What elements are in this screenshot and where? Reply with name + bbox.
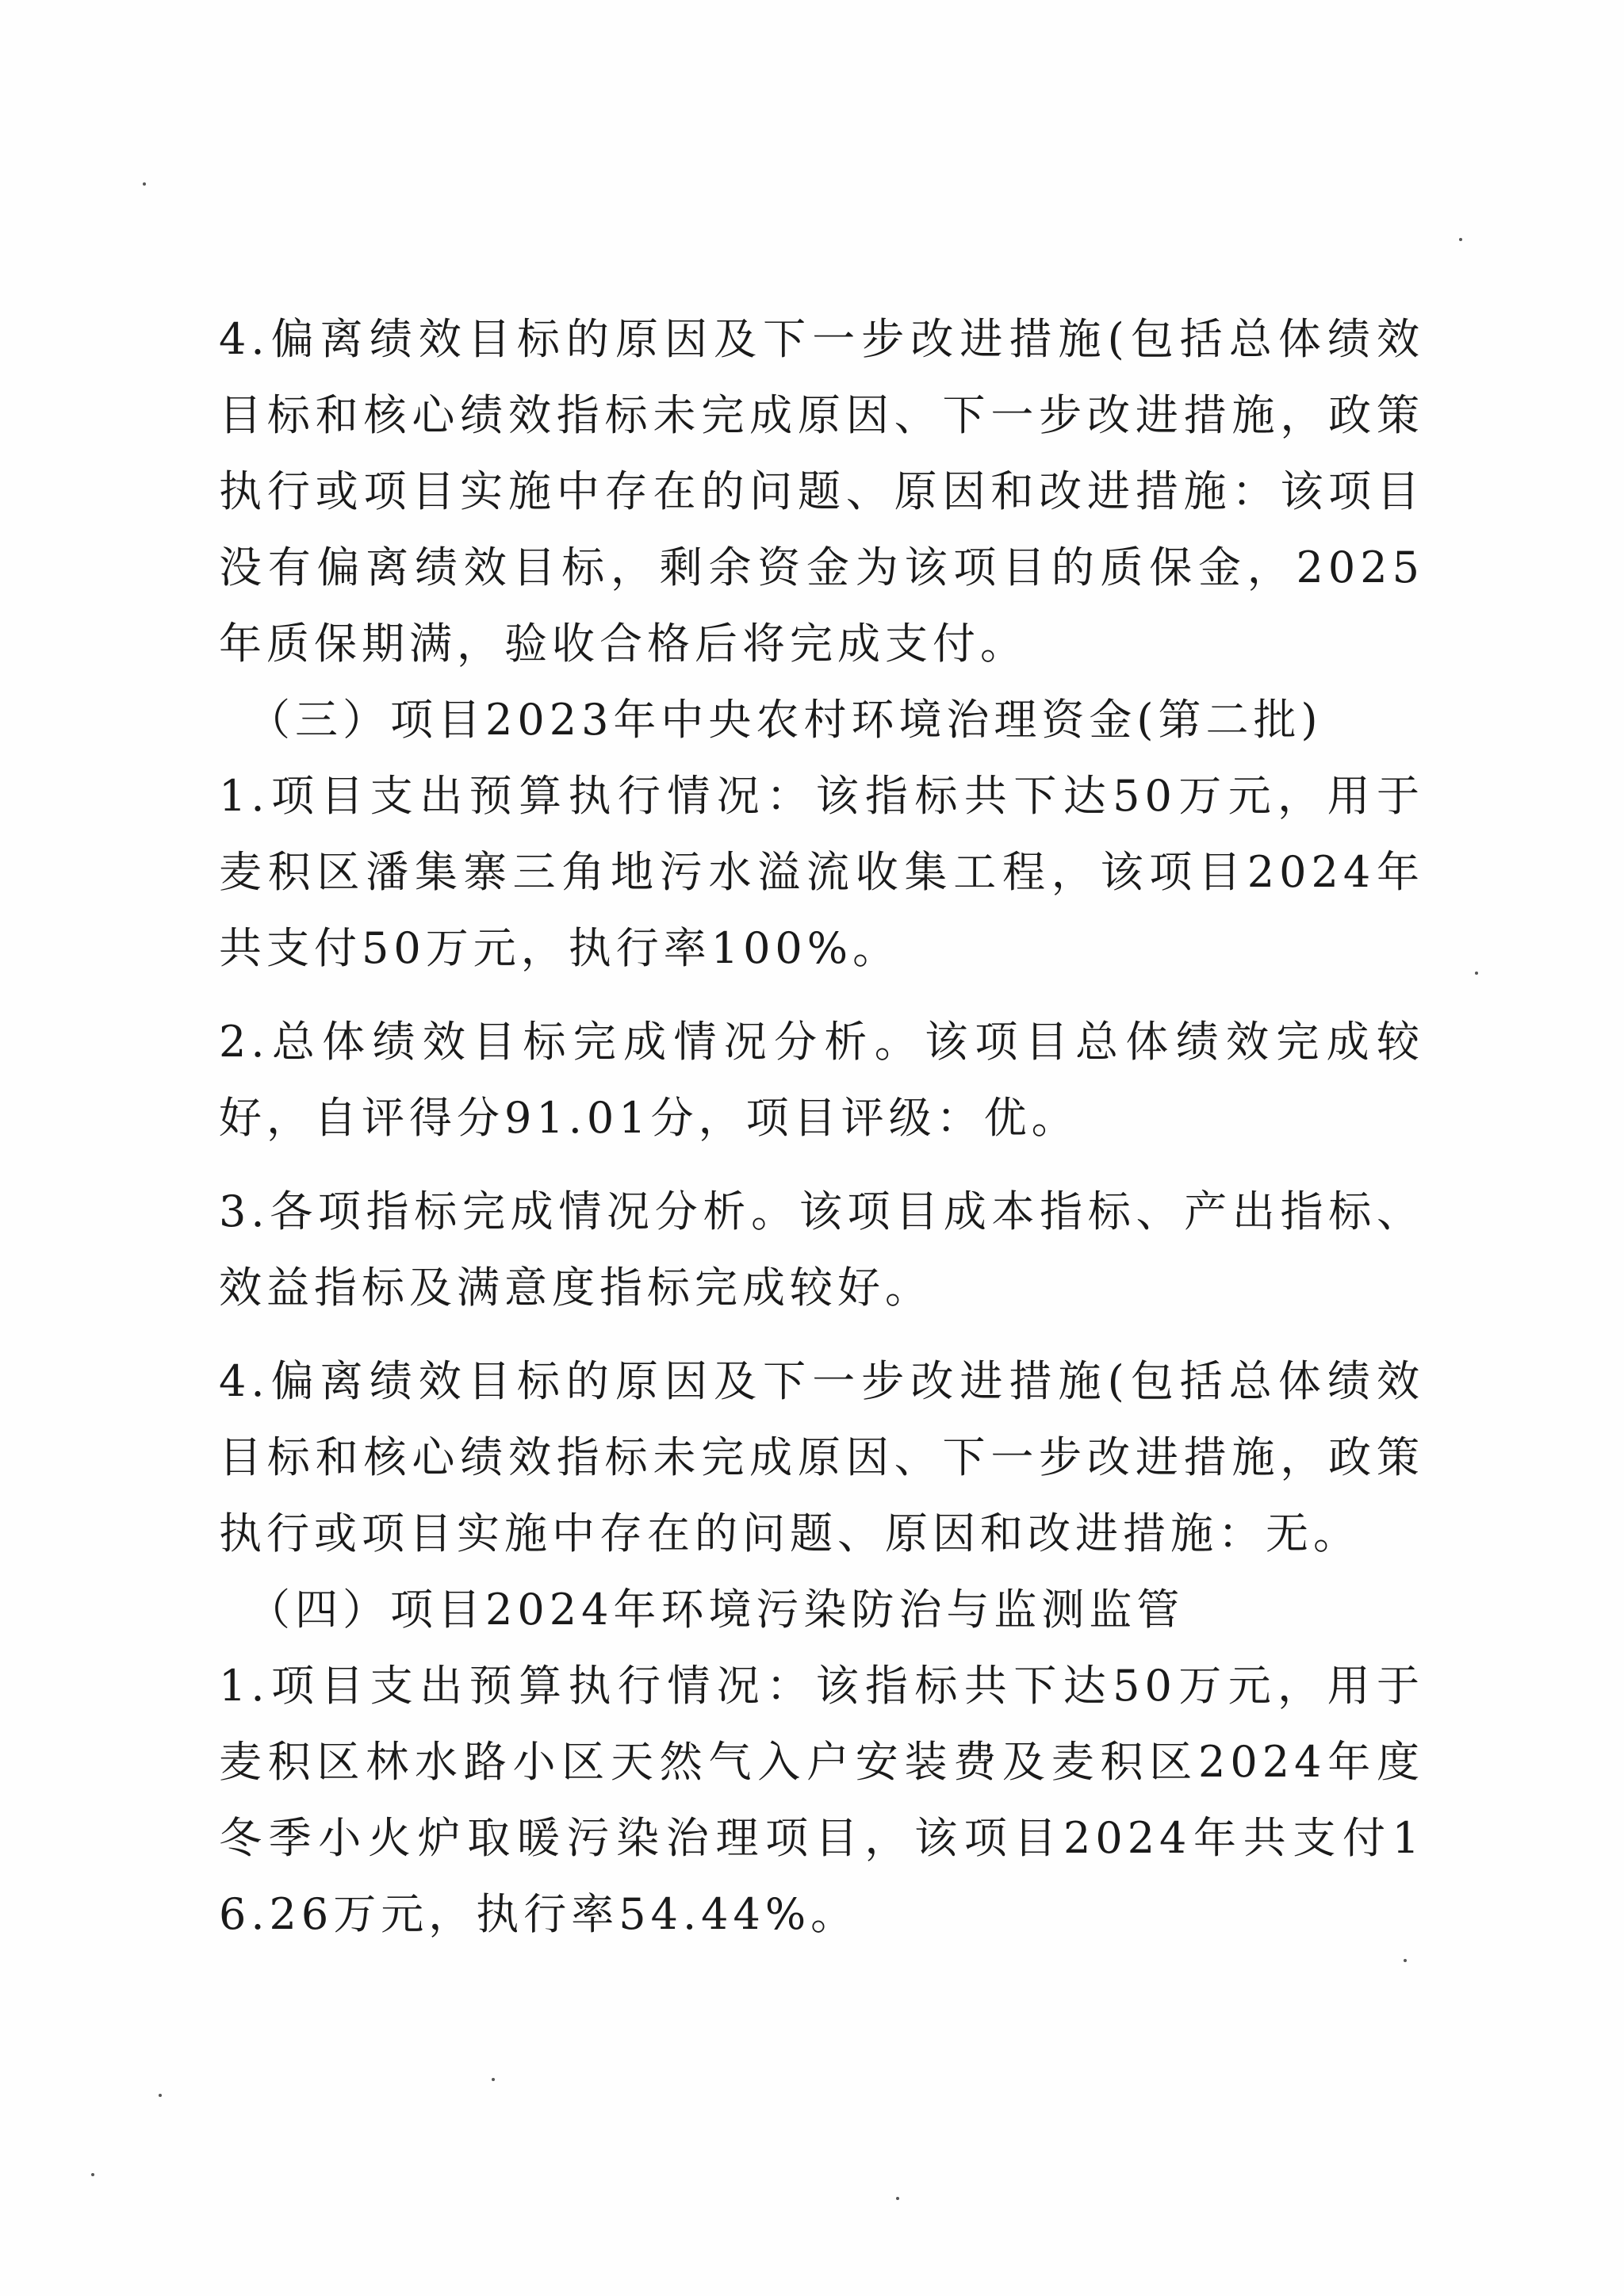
scan-speck — [896, 2197, 899, 2200]
scan-speck — [143, 182, 146, 186]
scan-speck — [159, 2094, 162, 2097]
paragraph-indicators-3: 3.各项指标完成情况分析。该项目成本指标、产出指标、效益指标及满意度指标完成较好。 — [219, 1186, 1424, 1313]
scan-speck — [91, 2173, 94, 2176]
scan-speck — [1459, 238, 1462, 241]
scan-speck — [1404, 1959, 1407, 1962]
paragraph-deviation-reasons-3: 4.偏离绩效目标的原因及下一步改进措施(包括总体绩效目标和核心绩效指标未完成原因、下一步改进措施，政策执行或项目实施中存在的问题、原因和改进措施：无。 — [219, 1356, 1424, 1558]
paragraph-budget-execution-4: 1.项目支出预算执行情况：该指标共下达50万元，用于麦积区林水路小区天然气入户安装费及麦积区2024年度冬季小火炉取暖污染治理项目，该项目2024年共支付16.26万元，执行率54.44%。 — [219, 1661, 1424, 1939]
section-heading-4: （四）项目2024年环境污染防治与监测监管 — [247, 1585, 1185, 1635]
document-body — [219, 301, 1424, 1953]
scan-speck — [492, 2078, 495, 2081]
scan-speck — [1475, 972, 1478, 975]
paragraph-deviation-reasons-2: 4.偏离绩效目标的原因及下一步改进措施(包括总体绩效目标和核心绩效指标未完成原因、下一步改进措施，政策执行或项目实施中存在的问题、原因和改进措施：该项目没有偏离绩效目标，剩余资金为该项目的质保金，2025年质保期满，验收合格后将完成支付。 — [219, 314, 1424, 669]
paragraph-budget-execution-3: 1.项目支出预算执行情况：该指标共下达50万元，用于麦积区潘集寨三角地污水溢流收集工程，该项目2024年共支付50万元，执行率100%。 — [219, 771, 1424, 973]
paragraph-overall-goal-3: 2.总体绩效目标完成情况分析。该项目总体绩效完成较好，自评得分91.01分，项目评级：优。 — [219, 1017, 1424, 1143]
section-heading-3: （三）项目2023年中央农村环境治理资金(第二批) — [247, 695, 1323, 745]
